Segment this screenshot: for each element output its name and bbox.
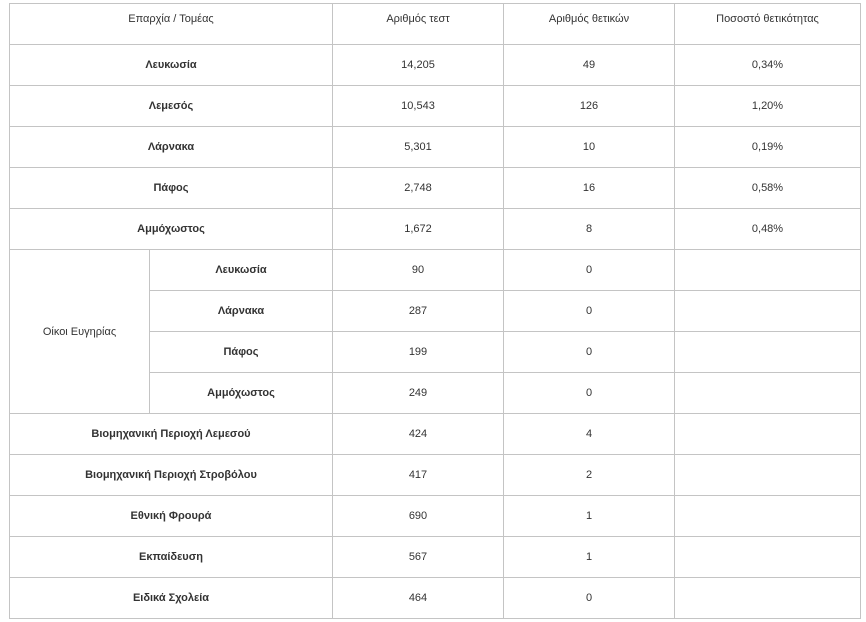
sector-name: Ειδικά Σχολεία (10, 578, 333, 619)
positives-cell: 0 (504, 250, 675, 291)
tests-cell: 287 (333, 291, 504, 332)
rate-cell (675, 455, 861, 496)
positives-cell: 2 (504, 455, 675, 496)
rate-cell (675, 537, 861, 578)
tests-cell: 567 (333, 537, 504, 578)
positives-cell: 1 (504, 537, 675, 578)
tests-cell: 249 (333, 373, 504, 414)
positives-cell: 10 (504, 127, 675, 168)
sector-name: Βιομηχανική Περιοχή Λεμεσού (10, 414, 333, 455)
sector-name: Εκπαίδευση (10, 537, 333, 578)
tests-cell: 424 (333, 414, 504, 455)
positives-cell: 4 (504, 414, 675, 455)
rate-cell (675, 291, 861, 332)
header-region: Επαρχία / Τομέας (10, 4, 333, 45)
district-name: Λεμεσός (10, 86, 333, 127)
positives-cell: 16 (504, 168, 675, 209)
tests-cell: 464 (333, 578, 504, 619)
table-row (10, 127, 861, 168)
table-row (10, 45, 861, 86)
header-rate: Ποσοστό θετικότητας (675, 4, 861, 45)
table-row (10, 455, 861, 496)
care-homes-group-label: Οίκοι Ευγηρίας (10, 250, 150, 414)
table-row (10, 209, 861, 250)
rate-cell: 0,19% (675, 127, 861, 168)
positives-cell: 0 (504, 578, 675, 619)
tests-cell: 2,748 (333, 168, 504, 209)
header-positives: Αριθμός θετικών (504, 4, 675, 45)
positives-cell: 0 (504, 332, 675, 373)
positives-cell: 49 (504, 45, 675, 86)
care-home-district-name: Λευκωσία (150, 250, 333, 291)
table-row (10, 250, 861, 291)
rate-cell (675, 250, 861, 291)
rate-cell (675, 496, 861, 537)
district-name: Αμμόχωστος (10, 209, 333, 250)
rate-cell (675, 373, 861, 414)
rate-cell: 1,20% (675, 86, 861, 127)
positives-cell: 0 (504, 291, 675, 332)
tests-cell: 1,672 (333, 209, 504, 250)
table-row (10, 537, 861, 578)
care-home-district-name: Λάρνακα (150, 291, 333, 332)
positives-cell: 8 (504, 209, 675, 250)
tests-cell: 10,543 (333, 86, 504, 127)
positives-cell: 0 (504, 373, 675, 414)
table-row (10, 578, 861, 619)
tests-cell: 199 (333, 332, 504, 373)
table-row (10, 414, 861, 455)
rate-cell: 0,58% (675, 168, 861, 209)
positives-cell: 1 (504, 496, 675, 537)
header-tests: Αριθμός τεστ (333, 4, 504, 45)
district-name: Λάρνακα (10, 127, 333, 168)
tests-cell: 690 (333, 496, 504, 537)
table-row (10, 496, 861, 537)
care-home-district-name: Αμμόχωστος (150, 373, 333, 414)
tests-cell: 90 (333, 250, 504, 291)
positives-cell: 126 (504, 86, 675, 127)
rate-cell: 0,34% (675, 45, 861, 86)
header-row (10, 4, 861, 45)
sector-name: Εθνική Φρουρά (10, 496, 333, 537)
results-table (9, 3, 861, 619)
sector-name: Βιομηχανική Περιοχή Στροβόλου (10, 455, 333, 496)
rate-cell (675, 332, 861, 373)
tests-cell: 5,301 (333, 127, 504, 168)
tests-cell: 14,205 (333, 45, 504, 86)
rate-cell (675, 414, 861, 455)
table-row (10, 168, 861, 209)
district-name: Λευκωσία (10, 45, 333, 86)
rate-cell: 0,48% (675, 209, 861, 250)
tests-cell: 417 (333, 455, 504, 496)
care-home-district-name: Πάφος (150, 332, 333, 373)
rate-cell (675, 578, 861, 619)
district-name: Πάφος (10, 168, 333, 209)
table-row (10, 86, 861, 127)
